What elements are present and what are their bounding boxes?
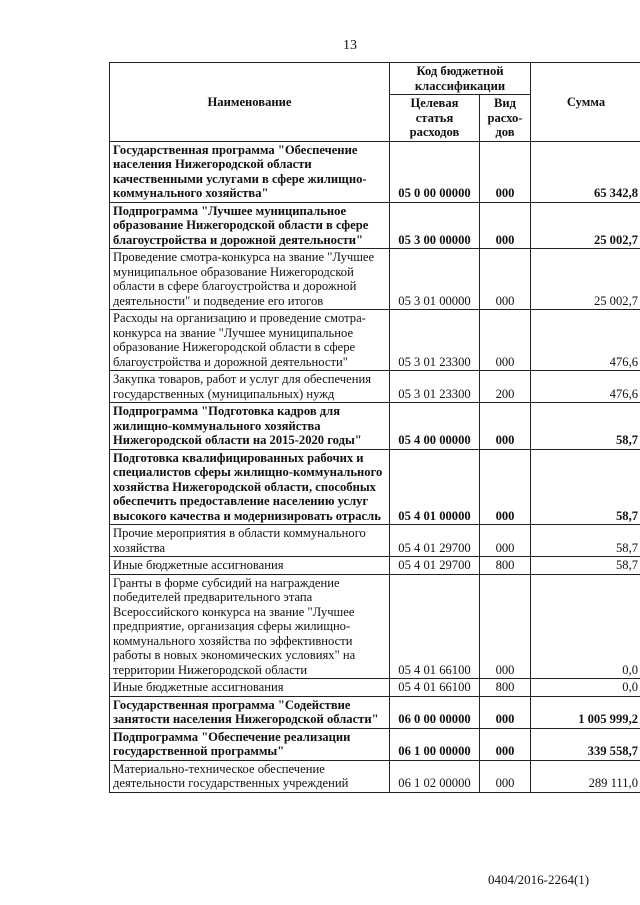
row-target-code: 06 1 02 00000 bbox=[390, 760, 480, 792]
row-sum: 58,7 bbox=[531, 449, 640, 525]
row-expense-type: 000 bbox=[480, 574, 531, 679]
row-target-code: 05 3 00 00000 bbox=[390, 202, 480, 249]
row-sum: 339 558,7 bbox=[531, 728, 640, 760]
row-target-code: 06 0 00 00000 bbox=[390, 696, 480, 728]
row-target-code: 05 0 00 00000 bbox=[390, 141, 480, 202]
table-row bbox=[110, 449, 640, 525]
row-name: Иные бюджетные ассигнования bbox=[110, 679, 390, 697]
row-name: Проведение смотра-конкурса на звание "Лучшее муниципальное образование Нижегородской области в сфере благоустройства и дорожной деятельности" и подведение его итогов bbox=[110, 249, 390, 310]
row-name: Подпрограмма "Обеспечение реализации государственной программы" bbox=[110, 728, 390, 760]
row-expense-type: 000 bbox=[480, 141, 531, 202]
row-sum: 476,6 bbox=[531, 371, 640, 403]
row-expense-type: 000 bbox=[480, 202, 531, 249]
header-row bbox=[110, 63, 640, 95]
table-row bbox=[110, 696, 640, 728]
row-target-code: 05 4 00 00000 bbox=[390, 403, 480, 450]
row-name: Государственная программа "Обеспечение населения Нижегородской области качественными услугами в сфере жилищно-коммунального хозяйства" bbox=[110, 141, 390, 202]
row-target-code: 05 4 01 66100 bbox=[390, 679, 480, 697]
table-row bbox=[110, 371, 640, 403]
row-expense-type: 000 bbox=[480, 525, 531, 557]
row-name: Расходы на организацию и проведение смотра-конкурса на звание "Лучшее муниципальное образование Нижегородской области в сфере благоустройства и дорожной деятельности" bbox=[110, 310, 390, 371]
row-name: Государственная программа "Содействие занятости населения Нижегородской области" bbox=[110, 696, 390, 728]
row-name: Закупка товаров, работ и услуг для обеспечения государственных (муниципальных) нужд bbox=[110, 371, 390, 403]
row-name: Подпрограмма "Подготовка кадров для жилищно-коммунального хозяйства Нижегородской области на 2015-2020 годы" bbox=[110, 403, 390, 450]
row-expense-type: 800 bbox=[480, 679, 531, 697]
header-target-article: Целевая статья расходов bbox=[390, 95, 480, 142]
table-row bbox=[110, 310, 640, 371]
table-row bbox=[110, 760, 640, 792]
row-sum: 0,0 bbox=[531, 574, 640, 679]
row-target-code: 05 3 01 23300 bbox=[390, 371, 480, 403]
row-sum: 1 005 999,2 bbox=[531, 696, 640, 728]
row-name: Материально-техническое обеспечение деятельности государственных учреждений bbox=[110, 760, 390, 792]
row-sum: 58,7 bbox=[531, 525, 640, 557]
row-target-code: 05 4 01 00000 bbox=[390, 449, 480, 525]
row-expense-type: 000 bbox=[480, 760, 531, 792]
document-code: 0404/2016-2264(1) bbox=[488, 872, 590, 887]
page-number: 13 bbox=[343, 38, 357, 53]
table-row bbox=[110, 202, 640, 249]
row-sum: 25 002,7 bbox=[531, 202, 640, 249]
row-expense-type: 000 bbox=[480, 728, 531, 760]
row-expense-type: 000 bbox=[480, 696, 531, 728]
row-expense-type: 000 bbox=[480, 449, 531, 525]
row-target-code: 05 3 01 00000 bbox=[390, 249, 480, 310]
row-name: Иные бюджетные ассигнования bbox=[110, 557, 390, 575]
table-row bbox=[110, 574, 640, 679]
row-target-code: 05 4 01 66100 bbox=[390, 574, 480, 679]
header-expense-type: Вид расхо-дов bbox=[480, 95, 531, 142]
table-row bbox=[110, 249, 640, 310]
row-sum: 65 342,8 bbox=[531, 141, 640, 202]
row-target-code: 05 4 01 29700 bbox=[390, 557, 480, 575]
row-target-code: 05 4 01 29700 bbox=[390, 525, 480, 557]
header-sum: Сумма bbox=[531, 63, 640, 142]
table-row bbox=[110, 403, 640, 450]
budget-table bbox=[109, 62, 640, 793]
row-target-code: 06 1 00 00000 bbox=[390, 728, 480, 760]
row-name: Прочие мероприятия в области коммунального хозяйства bbox=[110, 525, 390, 557]
row-sum: 476,6 bbox=[531, 310, 640, 371]
table-row bbox=[110, 679, 640, 697]
table-row bbox=[110, 141, 640, 202]
row-sum: 25 002,7 bbox=[531, 249, 640, 310]
table-row bbox=[110, 525, 640, 557]
header-kbk: Код бюджетной классификации bbox=[390, 63, 531, 95]
row-sum: 58,7 bbox=[531, 403, 640, 450]
row-expense-type: 200 bbox=[480, 371, 531, 403]
row-sum: 289 111,0 bbox=[531, 760, 640, 792]
row-expense-type: 000 bbox=[480, 249, 531, 310]
row-sum: 0,0 bbox=[531, 679, 640, 697]
header-name: Наименование bbox=[110, 63, 390, 142]
row-target-code: 05 3 01 23300 bbox=[390, 310, 480, 371]
row-expense-type: 000 bbox=[480, 310, 531, 371]
table-row bbox=[110, 728, 640, 760]
row-expense-type: 800 bbox=[480, 557, 531, 575]
row-sum: 58,7 bbox=[531, 557, 640, 575]
table-row bbox=[110, 557, 640, 575]
row-name: Подпрограмма "Лучшее муниципальное образование Нижегородской области в сфере благоустройства и дорожной деятельности" bbox=[110, 202, 390, 249]
row-name: Подготовка квалифицированных рабочих и специалистов сферы жилищно-коммунального хозяйства Нижегородской области, способных обеспечить предоставление населению услуг высокого качества и модернизировать отрасль bbox=[110, 449, 390, 525]
row-name: Гранты в форме субсидий на награждение победителей предварительного этапа Всероссийского конкурса на звание "Лучшее предприятие, организация сферы жилищно-коммунального хозяйства по эффективности работы в новых экономических условиях" на территории Нижегородской области bbox=[110, 574, 390, 679]
row-expense-type: 000 bbox=[480, 403, 531, 450]
